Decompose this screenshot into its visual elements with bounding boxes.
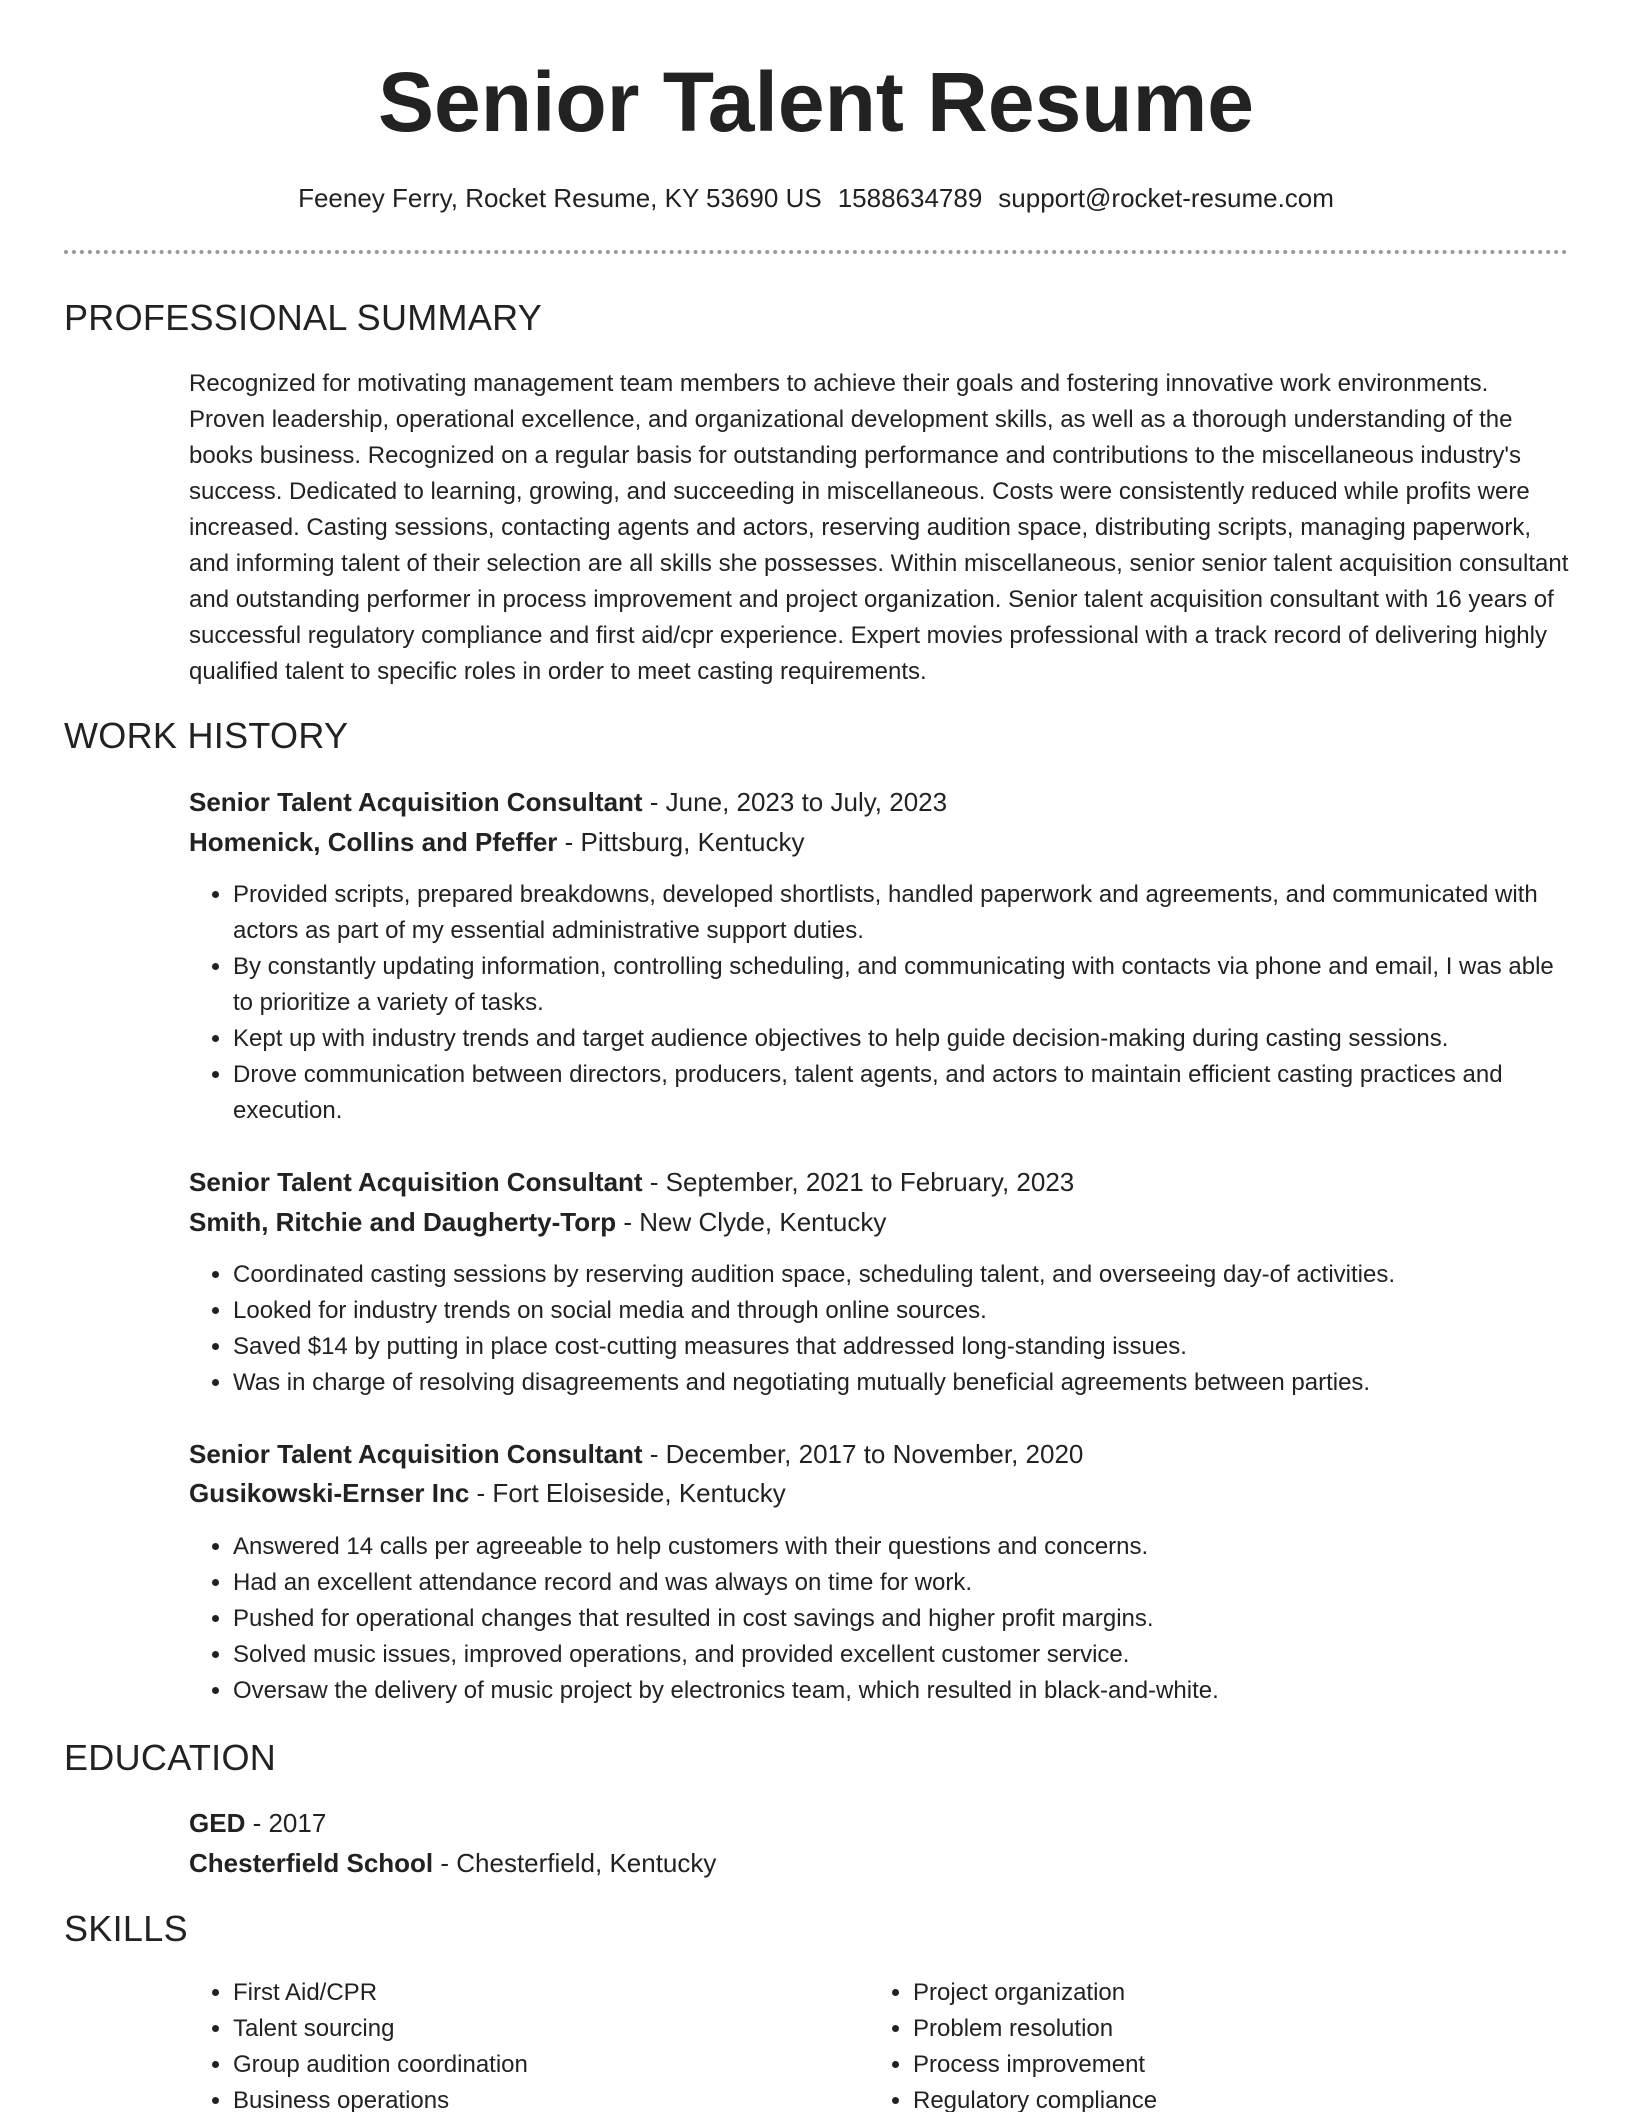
skill-item: • Business operations [233,2083,849,2112]
resume-name: Senior Talent Resume [377,55,1254,149]
skill-item: • Project organization [913,1975,1529,2011]
job-dates: - June, 2023 to July, 2023 [642,787,948,817]
list-item: • Drove communication between directors, producers, talent agents, and actors to maintain efficient casting practices and execution. [233,1057,1569,1129]
job-role: Senior Talent Acquisition Consultant [189,1439,643,1469]
job-company-line [189,824,805,860]
skill-item: • Process improvement [913,2047,1529,2083]
job-company: Gusikowski-Ernser Inc [189,1478,470,1508]
skill-item: • Group audition coordination [233,2047,849,2083]
job-role: Senior Talent Acquisition Consultant [189,1167,643,1197]
job-dates: - September, 2021 to February, 2023 [642,1167,1075,1197]
education-school-line [189,1845,716,1881]
job-bullets [189,1529,1569,1709]
education-degree: GED [189,1808,246,1838]
contact-phone: 1588634789 [837,183,983,213]
contact-address: Feeney Ferry, Rocket Resume, KY 53690 US [298,183,822,213]
contact-line [0,180,1632,216]
education-year: - 2017 [245,1808,327,1838]
section-title-summary: PROFESSIONAL SUMMARY [64,297,543,338]
list-item: • Coordinated casting sessions by reserving audition space, scheduling talent, and overseeing day-of activities. [233,1257,1569,1293]
job-bullets [189,877,1569,1129]
list-item: • By constantly updating information, controlling scheduling, and communicating with contacts via phone and email, I was able to prioritize a variety of tasks. [233,949,1569,1021]
skills-list-right [869,1975,1529,2112]
list-item: • Oversaw the delivery of music project by electronics team, which resulted in black-and-white. [233,1673,1569,1709]
job-role: Senior Talent Acquisition Consultant [189,787,643,817]
job-company-line [189,1475,786,1511]
list-item: • Solved music issues, improved operations, and provided excellent customer service. [233,1637,1569,1673]
section-title-skills: SKILLS [64,1908,188,1949]
list-item: • Answered 14 calls per agreeable to help customers with their questions and concerns. [233,1529,1569,1565]
education-location: - Chesterfield, Kentucky [433,1848,717,1878]
job-location: - Fort Eloiseside, Kentucky [469,1478,786,1508]
list-item: • Kept up with industry trends and target audience objectives to help guide decision-making during casting sessions. [233,1021,1569,1057]
job-title-line [189,1436,1083,1472]
job-title-line [189,1164,1074,1200]
skill-item: • First Aid/CPR [233,1975,849,2011]
contact-email: support@rocket-resume.com [998,183,1334,213]
header-divider [64,250,1568,254]
list-item: • Looked for industry trends on social media and through online sources. [233,1293,1569,1329]
job-company: Smith, Ritchie and Daugherty-Torp [189,1207,617,1237]
job-title-line [189,784,947,820]
section-title-education: EDUCATION [64,1737,277,1778]
list-item: • Provided scripts, prepared breakdowns, developed shortlists, handled paperwork and agreements, and communicated with actors as part of my essential administrative support duties. [233,877,1569,949]
list-item: • Pushed for operational changes that resulted in cost savings and higher profit margins. [233,1601,1569,1637]
education-school: Chesterfield School [189,1848,434,1878]
skill-item: • Regulatory compliance [913,2083,1529,2112]
job-company-line [189,1204,886,1240]
job-dates: - December, 2017 to November, 2020 [642,1439,1084,1469]
list-item: • Saved $14 by putting in place cost-cutting measures that addressed long-standing issues. [233,1329,1569,1365]
skills-list-left [189,1975,849,2112]
section-title-work-history: WORK HISTORY [64,715,349,756]
education-degree-line [189,1805,326,1841]
list-item: • Had an excellent attendance record and was always on time for work. [233,1565,1569,1601]
summary-text: Recognized for motivating management team members to achieve their goals and fostering innovative work environments. Proven leadership, operational excellence, and organizational development skills, as well as a thorough understanding of the books business. Recognized on a regular basis for outstanding performance and contributions to the miscellaneous industry's success. Dedicated to learning, growing, and succeeding in miscellaneous. Costs were consistently reduced while profits were increased. Casting sessions, contacting agents and actors, reserving audition space, distributing scripts, managing paperwork, and informing talent of their selection are all skills she possesses. Within miscellaneous, senior senior talent acquisition consultant and outstanding performer in process improvement and project organization. Senior talent acquisition consultant with 16 years of successful regulatory compliance and first aid/cpr experience. Expert movies professional with a track record of delivering highly qualified talent to specific roles in order to meet casting requirements. [189,370,1569,685]
job-location: - New Clyde, Kentucky [616,1207,887,1237]
job-bullets [189,1257,1569,1401]
skill-item: • Problem resolution [913,2011,1529,2047]
skill-item: • Talent sourcing [233,2011,849,2047]
job-location: - Pittsburg, Kentucky [557,827,805,857]
list-item: • Was in charge of resolving disagreements and negotiating mutually beneficial agreements between parties. [233,1365,1569,1401]
job-company: Homenick, Collins and Pfeffer [189,827,558,857]
